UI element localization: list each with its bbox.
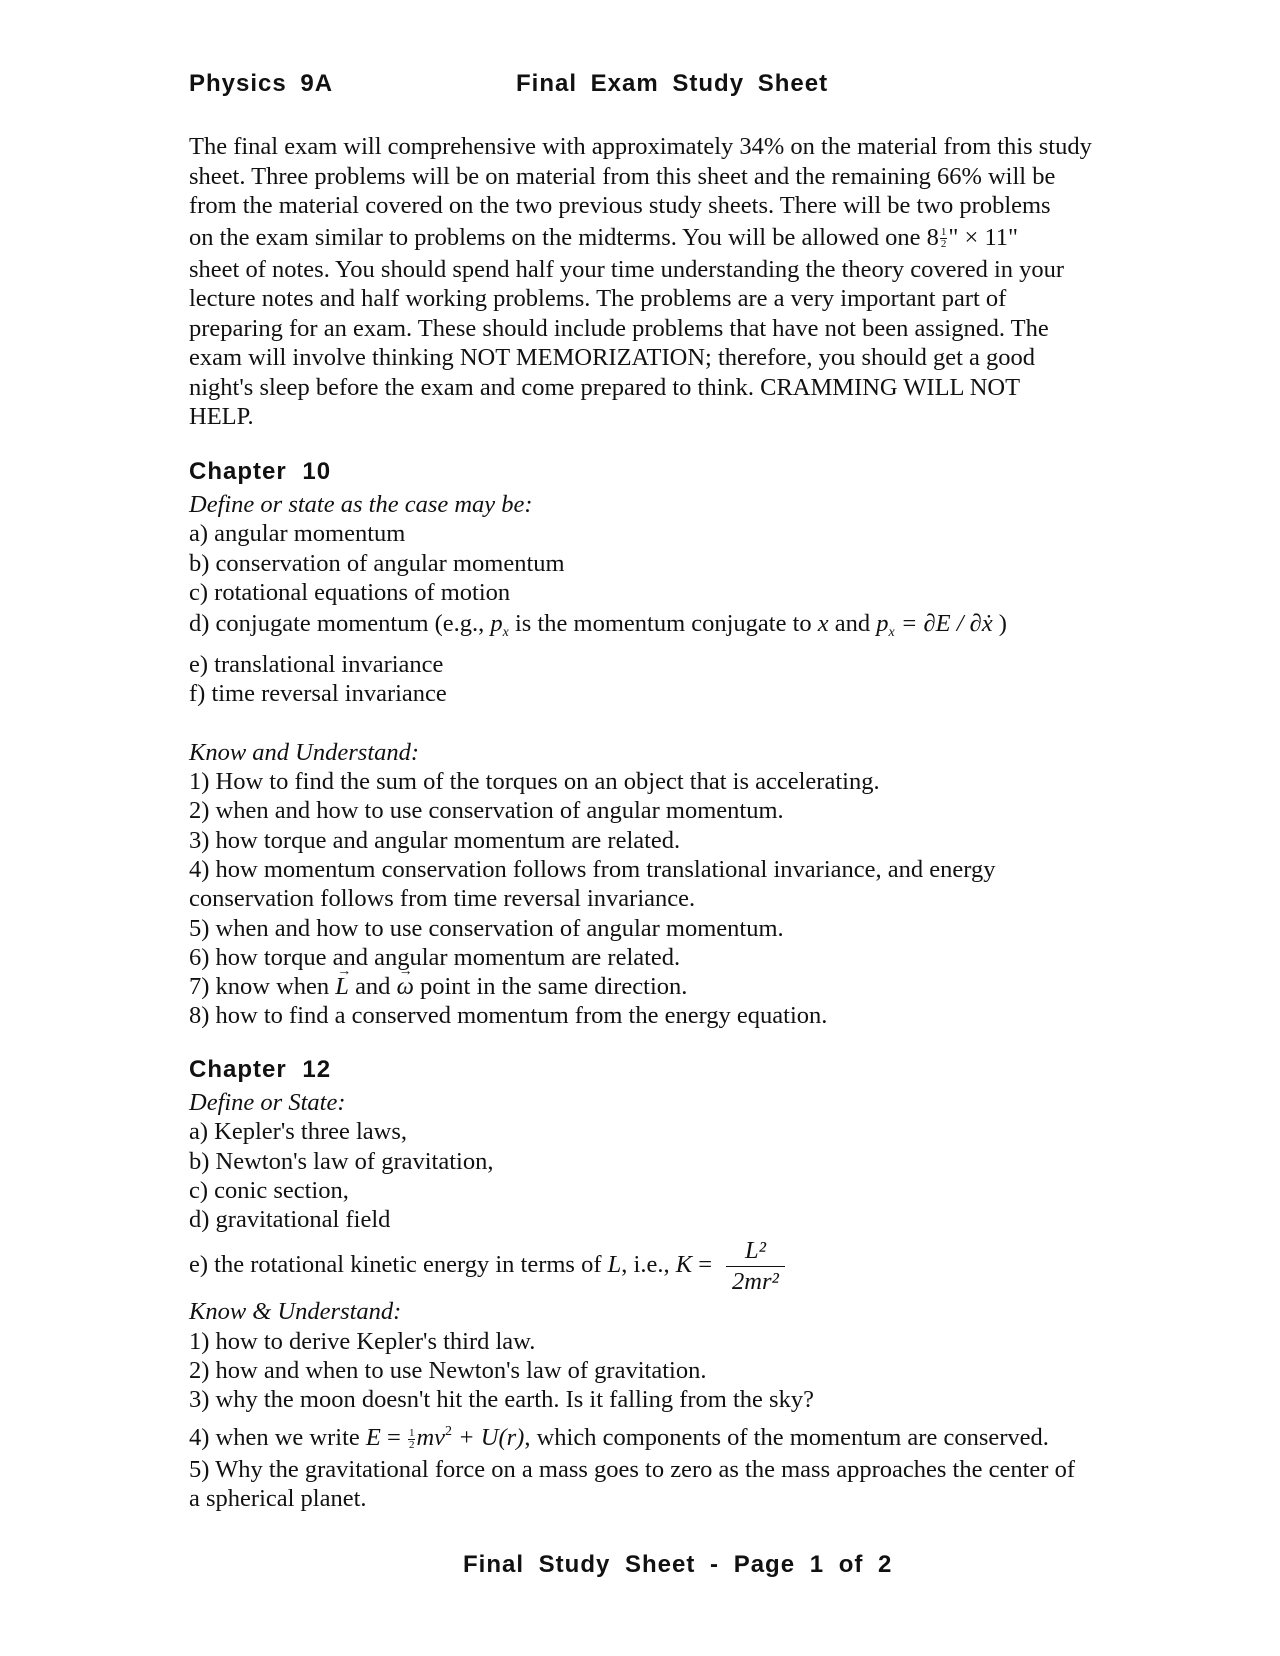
list-item: a) Kepler's three laws, bbox=[189, 1118, 408, 1146]
list-item: 3) why the moon doesn't hit the earth. Is it falling from the sky? bbox=[189, 1386, 814, 1414]
chapter-10-heading: Chapter 10 bbox=[189, 458, 332, 485]
list-item: 2) how and when to use Newton's law of gravitation. bbox=[189, 1357, 707, 1385]
math-superscript: 2 bbox=[445, 1423, 453, 1439]
list-item: c) conic section, bbox=[189, 1176, 349, 1204]
math-subscript: x bbox=[888, 625, 895, 641]
list-item: e) translational invariance bbox=[189, 651, 444, 679]
item-text: = bbox=[692, 1251, 713, 1279]
fraction-half bbox=[408, 1428, 416, 1451]
math-subscript: x bbox=[502, 625, 509, 641]
know-heading: Know and Understand: bbox=[189, 738, 420, 766]
list-item: d) gravitational field bbox=[189, 1206, 391, 1234]
list-item: 5) when and how to use conservation of angular momentum. bbox=[189, 914, 784, 942]
list-item bbox=[189, 1415, 1109, 1455]
item-text: , which components of the momentum are conserved. bbox=[524, 1423, 1049, 1451]
intro-line: sheet. Three problems will be on material from this sheet and the remaining 66% will be bbox=[189, 162, 1056, 190]
math-symbol: p bbox=[490, 610, 503, 638]
item-text: , i.e., bbox=[621, 1251, 676, 1279]
intro-line: lecture notes and half working problems. The problems are a very important part of bbox=[189, 285, 1007, 312]
intro-line: The final exam will comprehensive with approximately 34% on the material from this study bbox=[189, 133, 1092, 160]
chapter-12-section bbox=[189, 1056, 1109, 1513]
list-item: 1) how to derive Kepler's third law. bbox=[189, 1327, 536, 1355]
know-heading: Know & Understand: bbox=[189, 1298, 402, 1326]
intro-paragraph bbox=[189, 132, 1104, 432]
chapter-12-heading: Chapter 12 bbox=[189, 1056, 332, 1083]
page-title: Final Exam Study Sheet bbox=[516, 70, 829, 97]
item-text: d) conjugate momentum (e.g., bbox=[189, 610, 491, 638]
math-formula: + U(r) bbox=[452, 1423, 525, 1451]
math-symbol: p bbox=[876, 610, 889, 638]
list-item: 1) How to find the sum of the torques on an object that is accelerating. bbox=[189, 768, 880, 796]
chapter-10-section bbox=[189, 458, 1109, 1031]
page-footer: Final Study Sheet - Page 1 of 2 bbox=[463, 1551, 893, 1578]
kinetic-energy-fraction bbox=[726, 1236, 785, 1297]
list-item bbox=[189, 972, 1109, 1001]
item-text: and bbox=[348, 973, 397, 1001]
intro-line: sheet of notes. You should spend half your time understanding the theory covered in your bbox=[189, 255, 1065, 283]
item-text: = bbox=[380, 1423, 407, 1451]
list-item: b) conservation of angular momentum bbox=[189, 549, 565, 577]
list-item: f) time reversal invariance bbox=[189, 680, 447, 708]
list-item: 8) how to find a conserved momentum from the energy equation. bbox=[189, 1002, 828, 1030]
course-title: Physics 9A bbox=[189, 70, 334, 97]
intro-line: HELP. bbox=[189, 403, 254, 430]
item-text: e) the rotational kinetic energy in terms of bbox=[189, 1251, 608, 1279]
math-symbol: x bbox=[817, 610, 829, 638]
define-heading: Define or State: bbox=[189, 1089, 346, 1116]
list-item: a spherical planet. bbox=[189, 1484, 367, 1512]
math-symbol: L bbox=[607, 1251, 622, 1279]
math-symbol: mv bbox=[416, 1423, 446, 1451]
list-item: c) rotational equations of motion bbox=[189, 578, 511, 606]
intro-line: night's sleep before the exam and come prepared to think. CRAMMING WILL NOT bbox=[189, 373, 1021, 401]
fraction-half bbox=[940, 227, 948, 250]
intro-line: preparing for an exam. These should include problems that have not been assigned. The bbox=[189, 314, 1049, 342]
intro-line-text: on the exam similar to problems on the midterms. You will be allowed one 8 bbox=[189, 223, 939, 251]
intro-line-text: " × 11" bbox=[948, 223, 1019, 251]
list-item: 2) when and how to use conservation of angular momentum. bbox=[189, 797, 784, 825]
item-text: 4) when we write bbox=[189, 1423, 366, 1451]
fraction-denominator: 2 bbox=[408, 1438, 415, 1451]
vector-omega: → ω bbox=[397, 972, 414, 1001]
math-symbol: E bbox=[365, 1423, 381, 1451]
item-text: and bbox=[828, 610, 877, 638]
list-item bbox=[189, 607, 1109, 650]
list-item: a) angular momentum bbox=[189, 520, 406, 548]
list-item: b) Newton's law of gravitation, bbox=[189, 1147, 494, 1175]
item-text: ) bbox=[992, 610, 1007, 638]
fraction-denominator: 2mr² bbox=[732, 1268, 779, 1296]
list-item bbox=[189, 1236, 1109, 1297]
fraction-denominator: 2 bbox=[940, 238, 947, 251]
list-item: 5) Why the gravitational force on a mass goes to zero as the mass approaches the center of bbox=[189, 1455, 1075, 1483]
list-item: 3) how torque and angular momentum are related. bbox=[189, 826, 681, 854]
intro-line bbox=[189, 221, 1104, 255]
item-text: is the momentum conjugate to bbox=[508, 610, 818, 638]
list-item: 4) how momentum conservation follows from translational invariance, and energy bbox=[189, 855, 996, 883]
math-symbol: K bbox=[675, 1251, 693, 1279]
fraction-numerator: 1 bbox=[940, 226, 947, 239]
list-item: conservation follows from time reversal invariance. bbox=[189, 885, 696, 913]
item-text: point in the same direction. bbox=[413, 973, 688, 1001]
define-heading: Define or state as the case may be: bbox=[189, 491, 533, 518]
spacer bbox=[189, 709, 1109, 738]
list-item: 6) how torque and angular momentum are related. bbox=[189, 943, 681, 971]
intro-line: exam will involve thinking NOT MEMORIZATION; therefore, you should get a good bbox=[189, 344, 1036, 371]
item-text: 7) know when bbox=[189, 973, 336, 1001]
math-formula: = ∂E / ∂ẋ bbox=[894, 610, 993, 638]
fraction-numerator: L² bbox=[726, 1236, 785, 1267]
intro-line: from the material covered on the two previous study sheets. There will be two problems bbox=[189, 192, 1051, 219]
vector-L: → L bbox=[335, 972, 349, 1001]
fraction-numerator: 1 bbox=[408, 1426, 415, 1439]
